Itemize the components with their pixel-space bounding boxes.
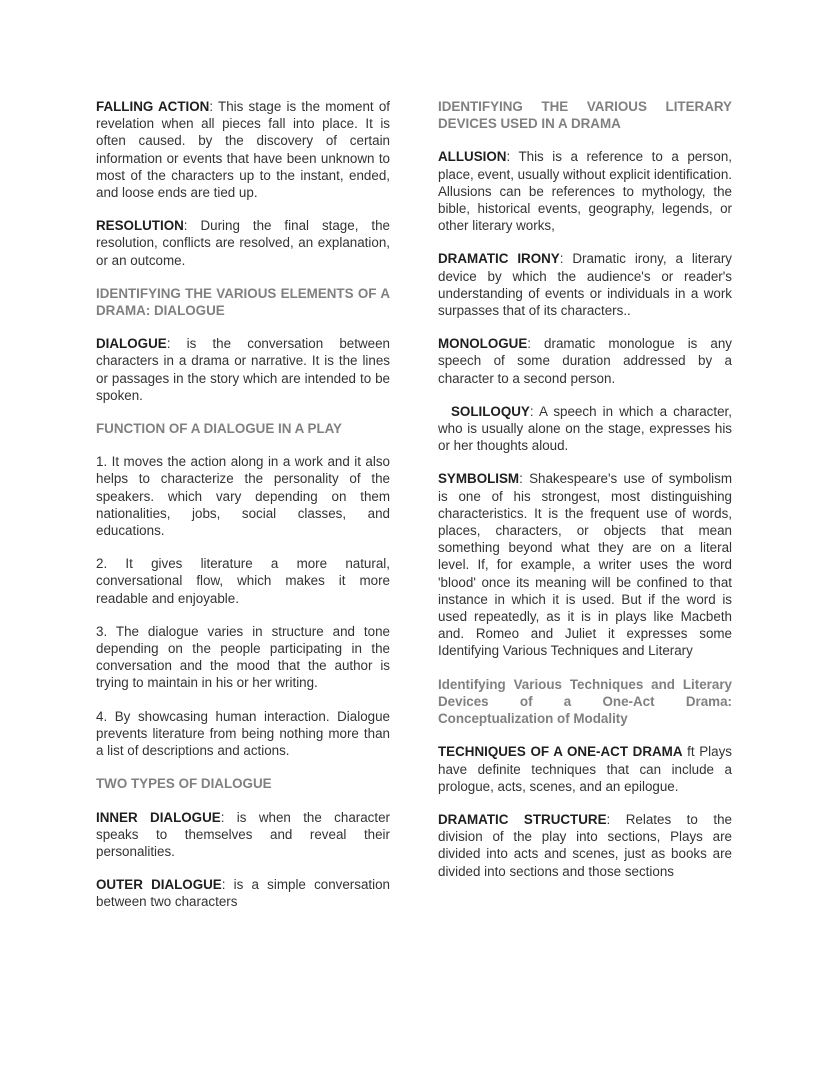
paragraph-text: : is when the character speaks to themselves and reveal their personalities. <box>96 809 390 859</box>
paragraph-text: 3. The dialogue varies in structure and tone depending on the people participating in the conversation and the mood that the author is trying to maintain in his or her writing. <box>96 623 390 691</box>
paragraph-text: 4. By showcasing human interaction. Dialogue prevents literature from being nothing more than a list of descriptions and actions. <box>96 708 390 759</box>
term-label: DRAMATIC STRUCTURE <box>438 811 607 827</box>
paragraph-dramatic-irony <box>438 250 732 319</box>
paragraph-techniques-one-act <box>438 743 732 795</box>
term-label: MONOLOGUE <box>438 336 528 352</box>
two-column-layout <box>96 98 732 911</box>
paragraph-symbolism <box>438 470 732 659</box>
term-label: OUTER DIALOGUE <box>96 877 222 893</box>
paragraph-function-2 <box>96 555 390 607</box>
term-label: SYMBOLISM <box>438 471 520 487</box>
paragraph-text: 1. It moves the action along in a work and it also helps to characterize the personality of the speakers. which vary depending on them nationalities, jobs, social classes, and educations. <box>96 454 390 539</box>
paragraph-text: ft Plays have definite techniques that can include a prologue, acts, scenes, and an epilogue. <box>438 744 732 794</box>
section-heading-two-types-of-dialogue: TWO TYPES OF DIALOGUE <box>96 776 272 792</box>
paragraph-text: : is the conversation between characters in a drama or narrative. It is the lines or passages in the story which are intended to be spoken. <box>96 336 390 403</box>
paragraph-falling-action <box>96 98 390 201</box>
paragraph-text: : Dramatic irony, a literary device by which the audience's or reader's understanding of events or individuals in a work surpasses that of its characters.. <box>438 251 733 319</box>
section-heading-function-of-dialogue: FUNCTION OF A DIALOGUE IN A PLAY <box>96 421 342 437</box>
term-label: ALLUSION <box>438 149 507 165</box>
paragraph-text: 2. It gives literature a more natural, conversational flow, which makes it more readable and enjoyable. <box>96 556 390 606</box>
section-heading-elements-of-drama: IDENTIFYING THE VARIOUS ELEMENTS OF A DRAMA: DIALOGUE <box>96 285 390 319</box>
paragraph-function-1 <box>96 453 390 539</box>
term-label: DIALOGUE <box>96 336 167 352</box>
paragraph-text: : dramatic monologue is any speech of some duration addressed by a character to a second person. <box>438 336 732 386</box>
paragraph-text: : A speech in which a character, who is usually alone on the stage, expresses his or her thoughts aloud. <box>438 403 732 454</box>
term-label: DRAMATIC IRONY <box>438 251 560 267</box>
right-column <box>438 98 732 911</box>
paragraph-monologue <box>438 335 732 387</box>
paragraph-dialogue <box>96 335 390 404</box>
paragraph-dramatic-structure <box>438 811 732 880</box>
paragraph-function-3 <box>96 623 390 692</box>
term-label: SOLILOQUY <box>451 403 530 419</box>
term-label: TECHNIQUES OF A ONE-ACT DRAMA <box>438 744 683 760</box>
paragraph-resolution <box>96 217 390 269</box>
paragraph-text: : is a simple conversation between two characters <box>96 877 390 910</box>
paragraph-text: : This stage is the moment of revelation when all pieces fall into place. It is often caused. by the discovery of certain information or events that have been unknown to most of the characters up to the instant, ended, and loose ends are tied up. <box>96 99 390 201</box>
paragraph-outer-dialogue <box>96 876 390 910</box>
term-label: FALLING ACTION <box>96 99 210 114</box>
paragraph-allusion <box>438 148 732 234</box>
term-label: INNER DIALOGUE <box>96 809 221 825</box>
paragraph-soliloquy <box>438 403 732 455</box>
paragraph-text: : Shakespeare's use of symbolism is one of his strongest, most distinguishing characteristics. It is the frequent use of words, places, characters, or objects that mean something beyond what they are on a literal level. If, for example, a writer uses the word 'blood' once its meaning will be confined to that instance in which it is used. But if the word is used repeatedly, as it is in plays like Macbeth and. Romeo and Juliet it expresses some Identifying Various Techniques and Literary <box>438 471 732 659</box>
paragraph-inner-dialogue <box>96 809 390 861</box>
paragraph-text: : During the final stage, the resolution, conflicts are resolved, an explanation, or an outcome. <box>96 218 390 268</box>
term-label: RESOLUTION <box>96 218 184 234</box>
paragraph-function-4 <box>96 708 390 760</box>
section-heading-literary-devices: IDENTIFYING THE VARIOUS LITERARY DEVICES USED IN A DRAMA <box>438 99 732 132</box>
section-heading-one-act-drama: Identifying Various Techniques and Literary Devices of a One-Act Drama: Conceptualization of Modality <box>438 676 732 727</box>
paragraph-text: : This is a reference to a person, place, event, usually without explicit identification. Allusions can be references to mythology, the bible, historical events, geography, legends, or other literary works, <box>438 149 733 234</box>
paragraph-text: : Relates to the division of the play into sections, Plays are divided into acts and scenes, just as books are divided into sections and those sections <box>438 811 732 879</box>
left-column <box>96 98 390 911</box>
